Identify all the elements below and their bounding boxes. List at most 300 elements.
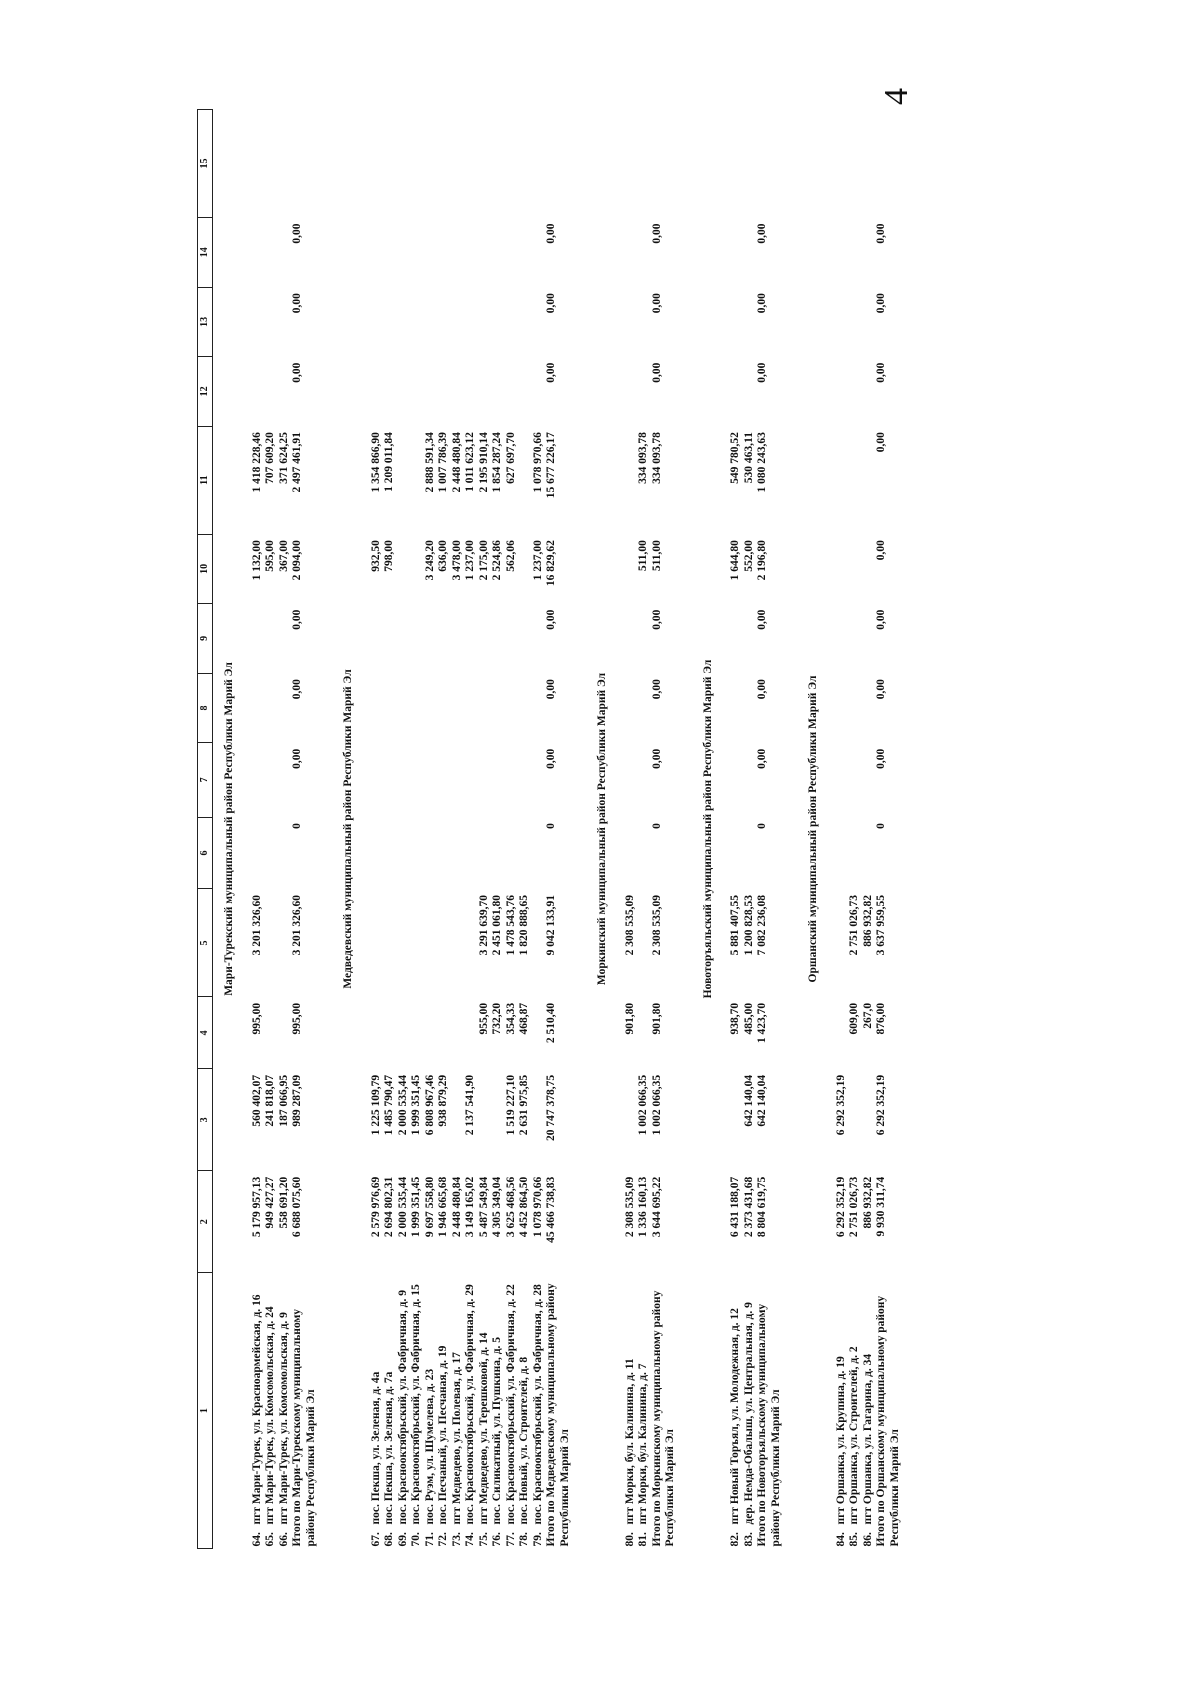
total-cell-c11: 0,00 bbox=[875, 540, 887, 561]
row-address-cell bbox=[743, 1273, 757, 1549]
value-cell-c4 bbox=[723, 1069, 743, 1171]
value-cell-c8 bbox=[264, 743, 278, 817]
value-cell-c4: 1 225 109,79 bbox=[369, 1074, 382, 1136]
value-cell-c7 bbox=[848, 817, 862, 889]
value-cell-c10 bbox=[464, 604, 478, 674]
value-cell-c15 bbox=[743, 218, 757, 288]
value-cell-c14 bbox=[618, 287, 638, 357]
value-cell-c11: 1 132,00 bbox=[250, 540, 263, 581]
value-cell-c13 bbox=[491, 357, 505, 427]
value-cell-c15 bbox=[397, 218, 411, 288]
value-cell-c3: 6 431 188,07 bbox=[729, 1176, 741, 1238]
value-cell-c15 bbox=[505, 218, 519, 288]
value-cell-c10 bbox=[723, 604, 743, 674]
value-cell-c5 bbox=[829, 997, 849, 1069]
table-row bbox=[437, 110, 451, 1549]
value-cell-c3: 2 579 976,69 bbox=[369, 1176, 382, 1238]
column-header-5: 5 bbox=[198, 889, 213, 997]
row-address-cell bbox=[491, 1273, 505, 1549]
value-cell-c3: 1 999 351,45 bbox=[410, 1176, 422, 1238]
row-address-cell bbox=[505, 1273, 519, 1549]
row-address: пгт Оршанка, ул. Крупина, д. 19 bbox=[834, 1356, 847, 1525]
value-cell-c10 bbox=[478, 604, 492, 674]
value-cell-c7 bbox=[437, 817, 451, 889]
table-row bbox=[829, 110, 849, 1549]
value-cell-c8 bbox=[618, 743, 638, 817]
value-cell-c14 bbox=[637, 287, 651, 357]
value-cell-c8 bbox=[364, 743, 384, 817]
value-cell-c12: 1 854 287,24 bbox=[491, 432, 503, 493]
total-cell-c3: 8 804 619,75 bbox=[756, 1176, 768, 1238]
column-header-8: 8 bbox=[198, 673, 213, 743]
table-row bbox=[491, 110, 505, 1549]
value-cell-c8 bbox=[723, 743, 743, 817]
value-cell-c7 bbox=[743, 817, 757, 889]
section-title-row bbox=[797, 110, 829, 1549]
value-cell-c15 bbox=[637, 218, 651, 288]
value-cell-c5 bbox=[264, 997, 278, 1069]
value-cell-c12: 1 011 623,12 bbox=[464, 432, 476, 492]
value-cell-c4: 938 879,29 bbox=[437, 1074, 449, 1127]
value-cell-c5: 609,00 bbox=[848, 1002, 860, 1035]
total-cell-c14: 0,00 bbox=[875, 293, 887, 314]
value-cell-c5: 468,87 bbox=[518, 1002, 530, 1035]
total-cell-c14: 0,00 bbox=[291, 293, 303, 314]
value-cell-c5 bbox=[637, 997, 651, 1069]
value-cell-c13 bbox=[723, 357, 743, 427]
total-cell-c9: 0,00 bbox=[875, 679, 887, 700]
total-cell-c15: 0,00 bbox=[291, 223, 303, 244]
value-cell-c6 bbox=[278, 889, 292, 997]
row-address-cell bbox=[723, 1273, 743, 1549]
total-cell-c4: 1 002 066,35 bbox=[650, 1074, 663, 1136]
value-cell-c6: 3 201 326,60 bbox=[250, 895, 263, 956]
value-cell-c6 bbox=[264, 889, 278, 997]
value-cell-c12: 1 078 970,66 bbox=[531, 432, 544, 493]
row-number: 67. bbox=[369, 1532, 382, 1547]
value-cell-c14 bbox=[829, 287, 849, 357]
value-cell-c7 bbox=[264, 817, 278, 889]
row-address: пгт Оршанка, ул. Гагарина, д. 34 bbox=[861, 1353, 874, 1525]
total-cell-c9: 0,00 bbox=[650, 679, 663, 700]
total-cell-c8: 0,00 bbox=[291, 748, 303, 769]
value-cell-c3: 1 078 970,66 bbox=[531, 1176, 544, 1238]
value-cell-c13 bbox=[464, 357, 478, 427]
value-cell-c11: 2 175,00 bbox=[477, 540, 490, 581]
total-cell-c8: 0,00 bbox=[875, 748, 887, 769]
value-cell-c9 bbox=[245, 673, 265, 743]
total-cell-c12: 2 497 461,91 bbox=[291, 432, 303, 493]
value-cell-c12 bbox=[862, 426, 876, 534]
total-cell-c7: 0 bbox=[756, 823, 768, 829]
value-cell-c9 bbox=[491, 673, 505, 743]
value-cell-c9 bbox=[618, 673, 638, 743]
value-cell-c9 bbox=[464, 673, 478, 743]
row-number: 79. bbox=[531, 1532, 544, 1547]
value-cell-c13 bbox=[848, 357, 862, 427]
row-number: 73. bbox=[450, 1532, 463, 1547]
value-cell-c9 bbox=[478, 673, 492, 743]
value-cell-c3: 4 452 864,50 bbox=[518, 1176, 530, 1238]
row-address: пгт Медведево, ул. Полевая, д. 17 bbox=[450, 1352, 463, 1525]
value-cell-c8 bbox=[245, 743, 265, 817]
value-cell-c10 bbox=[245, 604, 265, 674]
value-cell-c8 bbox=[410, 743, 424, 817]
value-cell-c13 bbox=[518, 357, 532, 427]
value-cell-c13 bbox=[743, 357, 757, 427]
total-cell-c10: 0,00 bbox=[875, 609, 887, 630]
row-address: пгт Мари-Турек, ул. Комсомольская, д. 24 bbox=[264, 1306, 276, 1525]
row-address: пос. Руэм, ул. Шумелева, д. 23 bbox=[423, 1368, 436, 1525]
total-cell-c6: 9 042 133,91 bbox=[545, 895, 557, 956]
value-cell-c4 bbox=[451, 1069, 465, 1171]
value-cell-c10 bbox=[364, 604, 384, 674]
total-row bbox=[875, 110, 916, 1549]
value-cell-c6: 1 478 543,76 bbox=[504, 895, 517, 956]
value-cell-c9 bbox=[743, 673, 757, 743]
value-cell-c9 bbox=[637, 673, 651, 743]
value-cell-c10 bbox=[862, 604, 876, 674]
value-cell-c3: 1 946 665,68 bbox=[437, 1176, 449, 1238]
table-row bbox=[637, 110, 651, 1549]
value-cell-c8 bbox=[478, 743, 492, 817]
total-label: Итого по Оршанскому муниципальному району Республики Марий Эл bbox=[875, 1295, 901, 1547]
row-address-cell bbox=[862, 1273, 876, 1549]
value-cell-c5 bbox=[451, 997, 465, 1069]
total-cell-c5: 1 423,70 bbox=[756, 1002, 768, 1044]
value-cell-c8 bbox=[518, 743, 532, 817]
value-cell-c8 bbox=[637, 743, 651, 817]
value-cell-c13 bbox=[410, 357, 424, 427]
total-cell-c6: 3 637 959,55 bbox=[875, 895, 887, 956]
value-cell-c6 bbox=[397, 889, 411, 997]
value-cell-c8 bbox=[829, 743, 849, 817]
row-address-cell bbox=[364, 1273, 384, 1549]
value-cell-c8 bbox=[505, 743, 519, 817]
row-address: пгт Морки, бул. Калинина, д. 11 bbox=[623, 1358, 636, 1525]
value-cell-c14 bbox=[478, 287, 492, 357]
total-cell-c7: 0 bbox=[875, 823, 887, 829]
value-cell-c11: 595,00 bbox=[264, 540, 276, 572]
row-address: пгт Мари-Турек, ул. Красноармейская, д. 16 bbox=[250, 1294, 263, 1525]
value-cell-c7 bbox=[532, 817, 546, 889]
total-cell-c15: 0,00 bbox=[650, 223, 663, 244]
row-number: 68. bbox=[383, 1532, 395, 1547]
total-cell-c14: 0,00 bbox=[650, 293, 663, 314]
value-cell-c7 bbox=[364, 817, 384, 889]
total-cell-c3: 45 466 738,83 bbox=[545, 1176, 557, 1243]
table-row bbox=[618, 110, 638, 1549]
row-address: дер. Немда-Обалыш, ул. Центральная, д. 9 bbox=[742, 1302, 755, 1525]
value-cell-c9 bbox=[862, 673, 876, 743]
value-cell-c15 bbox=[829, 218, 849, 288]
value-cell-c4: 2 000 535,44 bbox=[396, 1074, 409, 1136]
value-cell-c7 bbox=[637, 817, 651, 889]
value-cell-c10 bbox=[278, 604, 292, 674]
row-number: 72. bbox=[437, 1532, 449, 1547]
value-cell-c12: 334 093,78 bbox=[637, 432, 649, 484]
row-address: пгт Новый Торъял, ул. Молодежная, д. 12 bbox=[729, 1308, 741, 1525]
row-address-cell bbox=[637, 1273, 651, 1549]
value-cell-c15 bbox=[862, 218, 876, 288]
row-address-cell bbox=[410, 1273, 424, 1549]
value-cell-c7 bbox=[618, 817, 638, 889]
value-cell-c6 bbox=[451, 889, 465, 997]
value-cell-c10 bbox=[410, 604, 424, 674]
row-number: 64. bbox=[250, 1532, 263, 1547]
total-cell-c10: 0,00 bbox=[756, 609, 768, 630]
value-cell-c6: 1 820 888,65 bbox=[518, 895, 530, 956]
row-number: 86. bbox=[861, 1532, 874, 1547]
total-cell-c8: 0,00 bbox=[650, 748, 663, 769]
value-cell-c14 bbox=[862, 287, 876, 357]
total-cell-c14: 0,00 bbox=[545, 293, 557, 314]
value-cell-c5: 485,00 bbox=[742, 1002, 755, 1035]
value-cell-c6 bbox=[383, 889, 397, 997]
value-cell-c13 bbox=[397, 357, 411, 427]
total-cell-c15: 0,00 bbox=[545, 223, 557, 244]
value-cell-c9 bbox=[424, 673, 438, 743]
value-cell-c6 bbox=[829, 889, 849, 997]
value-cell-c9 bbox=[829, 673, 849, 743]
value-cell-c12: 549 780,52 bbox=[729, 432, 741, 484]
value-cell-c12 bbox=[848, 426, 862, 534]
table-row bbox=[464, 110, 478, 1549]
total-label: Итого по Мари-Турекскому муниципальному району Республики Марий Эл bbox=[291, 1308, 317, 1547]
value-cell-c3: 949 427,27 bbox=[264, 1176, 276, 1229]
value-cell-c12: 1 209 011,84 bbox=[383, 432, 395, 492]
value-cell-c11 bbox=[848, 534, 862, 604]
value-cell-c10 bbox=[437, 604, 451, 674]
value-cell-c11: 932,50 bbox=[369, 540, 382, 572]
value-cell-c7 bbox=[464, 817, 478, 889]
value-cell-c8 bbox=[848, 743, 862, 817]
value-cell-c5: 354,33 bbox=[504, 1002, 517, 1035]
column-header-2: 2 bbox=[198, 1171, 213, 1273]
value-cell-c12: 530 463,11 bbox=[742, 432, 755, 484]
value-cell-c7 bbox=[245, 817, 265, 889]
value-cell-c11: 798,00 bbox=[383, 540, 395, 572]
value-cell-c12: 707 609,20 bbox=[264, 432, 276, 484]
value-cell-c9 bbox=[278, 673, 292, 743]
value-cell-c6: 3 291 639,70 bbox=[477, 895, 490, 956]
total-cell-c13: 0,00 bbox=[875, 362, 887, 383]
table-row bbox=[424, 110, 438, 1549]
value-cell-c3: 2 694 802,31 bbox=[383, 1176, 395, 1238]
value-cell-c12: 1 007 786,39 bbox=[437, 432, 449, 493]
row-address-cell bbox=[437, 1273, 451, 1549]
value-cell-c15 bbox=[364, 218, 384, 288]
value-cell-c4 bbox=[618, 1069, 638, 1171]
value-cell-c8 bbox=[862, 743, 876, 817]
total-cell-c3: 3 644 695,22 bbox=[650, 1176, 663, 1238]
total-cell-c5: 901,80 bbox=[650, 1002, 663, 1035]
value-cell-c7 bbox=[862, 817, 876, 889]
value-cell-c12: 2 448 480,84 bbox=[450, 432, 463, 493]
data-table bbox=[197, 109, 916, 1549]
value-cell-c15 bbox=[451, 218, 465, 288]
row-address-cell bbox=[478, 1273, 492, 1549]
value-cell-c4: 2 631 975,85 bbox=[518, 1074, 530, 1136]
value-cell-c11: 2 524,86 bbox=[491, 540, 503, 581]
value-cell-c14 bbox=[743, 287, 757, 357]
value-cell-c5: 901,80 bbox=[623, 1002, 636, 1035]
total-cell-c6: 2 308 535,09 bbox=[650, 895, 663, 956]
value-cell-c15 bbox=[410, 218, 424, 288]
row-address-cell bbox=[278, 1273, 292, 1549]
total-cell-c11: 2 094,00 bbox=[291, 540, 303, 581]
value-cell-c4: 1 999 351,45 bbox=[410, 1074, 422, 1136]
value-cell-c4: 2 137 541,90 bbox=[464, 1074, 476, 1136]
row-number: 65. bbox=[264, 1532, 276, 1547]
table-row bbox=[723, 110, 743, 1549]
column-header-4: 4 bbox=[198, 997, 213, 1069]
value-cell-c4: 187 066,95 bbox=[277, 1074, 290, 1127]
value-cell-c9 bbox=[532, 673, 546, 743]
value-cell-c5 bbox=[464, 997, 478, 1069]
value-cell-c13 bbox=[278, 357, 292, 427]
total-label: Итого по Моркинскому муниципальному району Республики Марий Эл bbox=[650, 1290, 676, 1547]
value-cell-c14 bbox=[364, 287, 384, 357]
value-cell-c10 bbox=[383, 604, 397, 674]
total-cell-c12: 0,00 bbox=[875, 432, 887, 453]
row-address-cell bbox=[829, 1273, 849, 1549]
row-number: 83. bbox=[742, 1532, 755, 1547]
value-cell-c6: 2 308 535,09 bbox=[623, 895, 636, 956]
total-cell-c13: 0,00 bbox=[650, 362, 663, 383]
value-cell-c3: 2 373 431,68 bbox=[742, 1176, 755, 1238]
value-cell-c12 bbox=[518, 426, 532, 534]
value-cell-c15 bbox=[848, 218, 862, 288]
total-cell-c3: 6 688 075,60 bbox=[291, 1176, 303, 1238]
value-cell-c8 bbox=[451, 743, 465, 817]
total-cell-c9: 0,00 bbox=[291, 679, 303, 700]
total-row bbox=[756, 110, 797, 1549]
row-address: пос. Краснооктябрьский, ул. Фабричная, д. 22 bbox=[504, 1284, 517, 1525]
value-cell-c12: 371 624,25 bbox=[277, 432, 290, 484]
total-row bbox=[651, 110, 692, 1549]
value-cell-c6 bbox=[532, 889, 546, 997]
table-row bbox=[383, 110, 397, 1549]
total-cell-c13: 0,00 bbox=[545, 362, 557, 383]
value-cell-c12 bbox=[829, 426, 849, 534]
total-cell-c4: 6 292 352,19 bbox=[875, 1074, 887, 1136]
value-cell-c15 bbox=[278, 218, 292, 288]
row-address-cell bbox=[264, 1273, 278, 1549]
value-cell-c12 bbox=[397, 426, 411, 534]
value-cell-c4: 6 808 967,46 bbox=[423, 1074, 436, 1136]
total-label: Итого по Новоторъяльскому муниципальному району Республики Марий Эл bbox=[756, 1303, 782, 1547]
value-cell-c5: 995,00 bbox=[250, 1002, 263, 1035]
value-cell-c3: 6 292 352,19 bbox=[834, 1176, 847, 1238]
value-cell-c7 bbox=[424, 817, 438, 889]
column-header-9: 9 bbox=[198, 604, 213, 674]
table-body bbox=[213, 110, 917, 1549]
value-cell-c11: 562,06 bbox=[504, 540, 517, 572]
section-title-row bbox=[332, 110, 364, 1549]
value-cell-c3: 9 697 558,80 bbox=[423, 1176, 436, 1238]
value-cell-c10 bbox=[532, 604, 546, 674]
value-cell-c5: 267,0 bbox=[861, 1002, 874, 1029]
value-cell-c9 bbox=[723, 673, 743, 743]
value-cell-c5: 955,00 bbox=[477, 1002, 490, 1035]
total-cell-c15: 0,00 bbox=[756, 223, 768, 244]
total-cell-c8: 0,00 bbox=[756, 748, 768, 769]
section-title: Оршанский муниципальный район Республики Марий Эл bbox=[807, 675, 819, 983]
total-cell-c5: 995,00 bbox=[291, 1002, 303, 1035]
value-cell-c8 bbox=[424, 743, 438, 817]
value-cell-c10 bbox=[397, 604, 411, 674]
value-cell-c15 bbox=[437, 218, 451, 288]
total-cell-c5: 2 510,40 bbox=[545, 1002, 557, 1044]
value-cell-c3: 5 487 549,84 bbox=[477, 1176, 490, 1238]
value-cell-c3: 558 691,20 bbox=[277, 1176, 290, 1229]
value-cell-c15 bbox=[518, 218, 532, 288]
row-address-cell bbox=[618, 1273, 638, 1549]
value-cell-c8 bbox=[743, 743, 757, 817]
value-cell-c4 bbox=[848, 1069, 862, 1171]
table-row bbox=[451, 110, 465, 1549]
value-cell-c8 bbox=[383, 743, 397, 817]
value-cell-c6 bbox=[437, 889, 451, 997]
value-cell-c8 bbox=[532, 743, 546, 817]
value-cell-c13 bbox=[478, 357, 492, 427]
value-cell-c11 bbox=[518, 534, 532, 604]
total-cell-c12: 1 080 243,63 bbox=[756, 432, 768, 493]
value-cell-c13 bbox=[862, 357, 876, 427]
value-cell-c10 bbox=[518, 604, 532, 674]
value-cell-c6: 5 881 407,55 bbox=[729, 895, 741, 956]
section-title-row bbox=[586, 110, 618, 1549]
total-cell-c12: 15 677 226,17 bbox=[545, 432, 557, 499]
value-cell-c14 bbox=[278, 287, 292, 357]
value-cell-c5: 732,20 bbox=[491, 1002, 503, 1035]
total-cell-c8: 0,00 bbox=[545, 748, 557, 769]
value-cell-c5 bbox=[383, 997, 397, 1069]
table-header bbox=[198, 110, 213, 1549]
value-cell-c11: 511,00 bbox=[637, 540, 649, 572]
table-row bbox=[505, 110, 519, 1549]
value-cell-c12: 1 418 228,46 bbox=[250, 432, 263, 493]
row-number: 71. bbox=[423, 1532, 436, 1547]
value-cell-c5 bbox=[532, 997, 546, 1069]
value-cell-c6 bbox=[364, 889, 384, 997]
column-header-3: 3 bbox=[198, 1069, 213, 1171]
row-address-cell bbox=[383, 1273, 397, 1549]
value-cell-c11: 3 478,00 bbox=[450, 540, 463, 581]
column-header-7: 7 bbox=[198, 743, 213, 817]
total-cell-c13: 0,00 bbox=[291, 362, 303, 383]
row-address: пос. Краснооктябрьский, ул. Фабричная, д. 28 bbox=[531, 1284, 544, 1525]
row-number: 84. bbox=[834, 1532, 847, 1547]
total-cell-c13: 0,00 bbox=[756, 362, 768, 383]
value-cell-c10 bbox=[637, 604, 651, 674]
value-cell-c12: 627 697,70 bbox=[504, 432, 517, 484]
value-cell-c6: 2 451 061,80 bbox=[491, 895, 503, 956]
value-cell-c4: 1 485 790,47 bbox=[383, 1074, 395, 1136]
total-cell-c7: 0 bbox=[650, 823, 663, 829]
value-cell-c14 bbox=[518, 287, 532, 357]
column-header-14: 14 bbox=[198, 218, 213, 288]
total-row bbox=[291, 110, 332, 1549]
row-address-cell bbox=[451, 1273, 465, 1549]
value-cell-c9 bbox=[397, 673, 411, 743]
total-cell-c6: 3 201 326,60 bbox=[291, 895, 303, 956]
value-cell-c4: 1 002 066,35 bbox=[637, 1074, 649, 1136]
table-row bbox=[518, 110, 532, 1549]
value-cell-c11: 3 249,20 bbox=[423, 540, 436, 581]
section-title: Мари-Турекский муниципальный район Республики Марий Эл bbox=[223, 662, 235, 996]
